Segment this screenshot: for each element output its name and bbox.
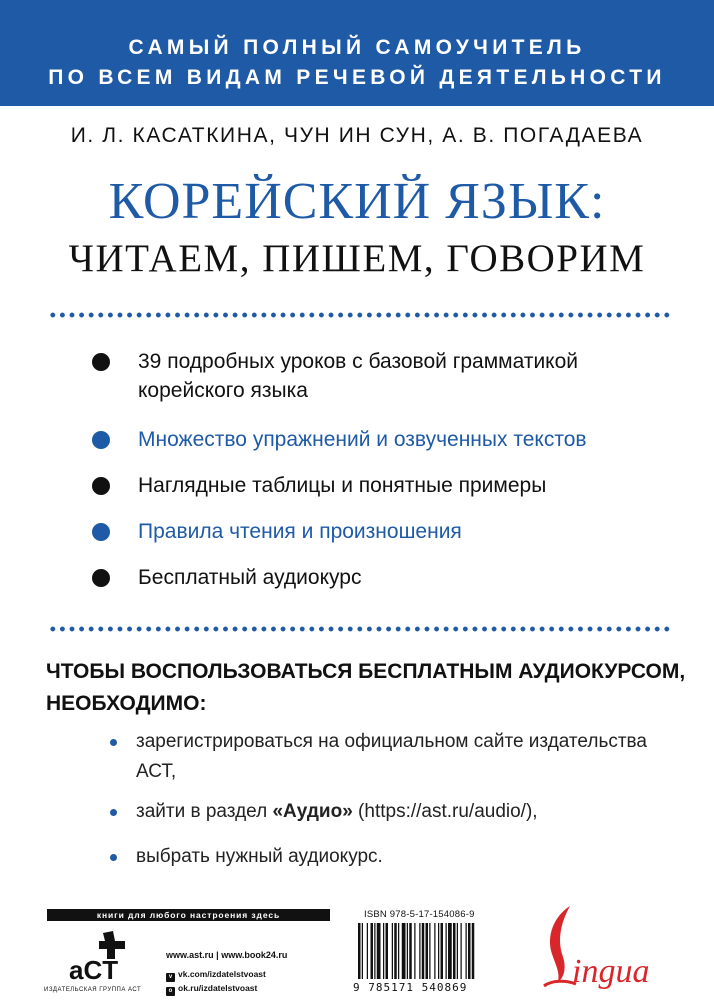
barcode-bar (392, 923, 393, 979)
barcode-bar (402, 923, 406, 979)
barcode-bar (377, 923, 381, 979)
step-text: выбрать нужный аудиокурс. (136, 846, 383, 867)
barcode-bar (386, 923, 389, 979)
barcode-bar (407, 923, 408, 979)
barcode-bar (438, 923, 439, 979)
dotted-divider (48, 312, 670, 318)
bullet-icon (92, 353, 110, 371)
svg-text:aCT: aCT (69, 955, 119, 985)
barcode-bar (466, 923, 467, 979)
book-title: КОРЕЙСКИЙ ЯЗЫК: (108, 173, 606, 230)
bullet-icon (92, 569, 110, 587)
barcode-bar (461, 923, 462, 979)
banner-line-2: ПО ВСЕМ ВИДАМ РЕЧЕВОЙ ДЕЯТЕЛЬНОСТИ (48, 66, 666, 89)
step-text-post: (https://ast.ru/audio/), (352, 801, 538, 822)
barcode-bar (398, 923, 399, 979)
authors: И. Л. КАСАТКИНА, ЧУН ИН СУН, А. В. ПОГАДАЕВА (70, 124, 644, 147)
feature-text: Множество упражнений и озвученных текстов (138, 428, 587, 451)
bullet-icon (92, 431, 110, 449)
ok-link[interactable] (166, 983, 257, 996)
publisher-caption: ИЗДАТЕЛЬСКАЯ ГРУППА АСТ (44, 987, 142, 993)
barcode-bar (457, 923, 458, 979)
barcode-bar (448, 923, 452, 979)
barcode-bar (441, 923, 444, 979)
banner-line-1: САМЫЙ ПОЛНЫЙ САМОУЧИТЕЛЬ (128, 36, 586, 59)
bullet-icon (110, 809, 117, 816)
ok-icon: o (166, 987, 175, 996)
top-banner (0, 0, 714, 106)
ok-url: ok.ru/izdatelstvoast (178, 983, 258, 993)
vk-link[interactable] (166, 969, 266, 982)
step-text: зарегистрироваться на официальном сайте издательства АСТ, (136, 731, 647, 782)
barcode-bar (453, 923, 456, 979)
vk-icon: v (166, 973, 175, 982)
vk-url: vk.com/izdatelstvoast (178, 969, 266, 979)
barcode-bar (409, 923, 412, 979)
feature-text: Бесплатный аудиокурс (138, 566, 362, 589)
step-text (136, 797, 656, 827)
barcode-icon (354, 921, 514, 985)
audio-heading: ЧТОБЫ ВОСПОЛЬЗОВАТЬСЯ БЕСПЛАТНЫМ АУДИОКУРСОМ, НЕОБХОДИМО: (46, 660, 686, 715)
barcode-bar (468, 923, 471, 979)
feature-text: Наглядные таблицы и понятные примеры (138, 474, 547, 497)
barcode-bar (446, 923, 447, 979)
barcode-bar (374, 923, 375, 979)
slogan-bar: книги для любого настроения здесь (47, 909, 330, 921)
feature-text: Правила чтения и произношения (138, 520, 462, 543)
bullet-icon (110, 854, 117, 861)
barcode-bar (362, 923, 363, 979)
svg-text:ingua: ingua (572, 953, 650, 990)
barcode-bar (383, 923, 384, 979)
websites: www.ast.ru | www.book24.ru (166, 950, 288, 960)
bullet-icon (110, 739, 117, 746)
barcode-bar (394, 923, 397, 979)
feature-text: 39 подробных уроков с базовой грамматикой корейского языка (138, 350, 579, 402)
barcode-bar (371, 923, 374, 979)
dotted-divider (48, 626, 670, 632)
lingua-logo-icon (532, 902, 682, 992)
isbn: ISBN 978-5-17-154086-9 (364, 909, 475, 920)
barcode-bar (419, 923, 420, 979)
barcode-bar (367, 923, 368, 979)
bullet-icon (92, 523, 110, 541)
book-subtitle: ЧИТАЕМ, ПИШЕМ, ГОВОРИМ (68, 237, 646, 280)
bullet-icon (92, 477, 110, 495)
barcode-digits: 9 785171 540869 (353, 981, 515, 994)
ast-logo-icon (59, 927, 139, 987)
barcode-bar (472, 923, 475, 979)
barcode-bar (422, 923, 425, 979)
barcode-bar (434, 923, 435, 979)
audio-section-name: «Аудио» (272, 801, 353, 822)
barcode-bar (358, 923, 361, 979)
step-text-pre: зайти в раздел (136, 801, 273, 822)
barcode-bar (414, 923, 415, 979)
barcode-bar (429, 923, 430, 979)
barcode-bar (426, 923, 429, 979)
